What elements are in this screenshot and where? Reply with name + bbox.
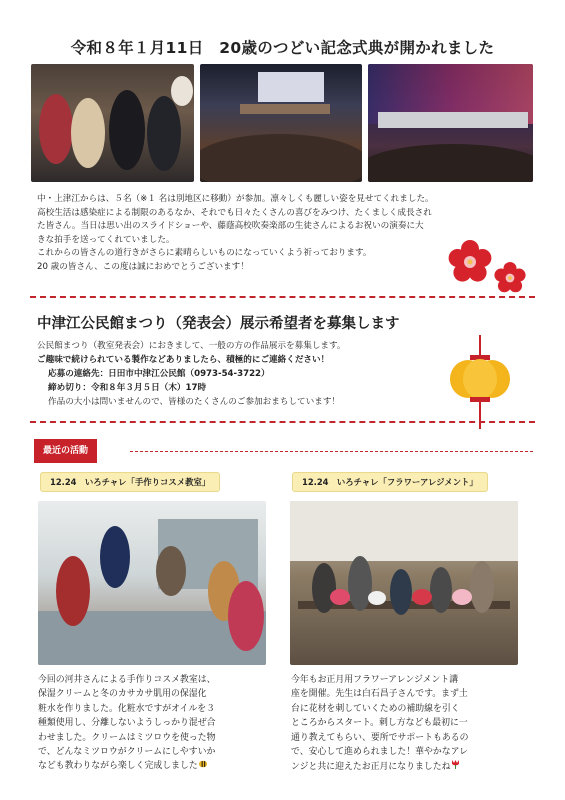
ceremony-line: 中・上津江からは、５名（※１ 名は別地区に移動）が参加。凛々しくも麗しい姿を見せてくれました。	[37, 194, 434, 204]
activity-line: なども教わりながら楽しく完成しました	[38, 761, 198, 772]
recent-activities-label: 最近の活動	[34, 439, 97, 463]
activity-line: 台に花材を刺していくための補助線を引く	[291, 703, 460, 714]
activity-line: 通り教えてもらい、要所でサポートもあるの	[291, 732, 469, 743]
festival-note: 作品の大小は問いませんので、皆様のたくさんのご参加おまちしています！	[48, 397, 341, 407]
festival-text	[37, 339, 457, 409]
activity-caption-cosmetics: 12.24 いろチャレ「手作りコスメ教室」	[40, 472, 220, 492]
flower-arrangement-text	[291, 673, 519, 775]
activity-line: 保湿クリームと冬のカサカサ肌用の保湿化	[38, 689, 207, 700]
section-divider	[30, 421, 535, 423]
ceremony-text	[37, 193, 457, 275]
bee-icon	[198, 759, 208, 773]
festival-call-to-action: ご趣味で続けられている製作などありましたら、積極的にご連絡ください！	[37, 355, 330, 365]
ceremony-line: た皆さん。当日は思い出のスライドショーや、藤蔭高校吹奏楽部の生徒さんによるお祝いの演奏に大	[37, 221, 424, 232]
activity-caption-flower: 12.24 いろチャレ「フラワーアレジメント」	[292, 472, 488, 492]
activity-line: 種類使用し、分離しないようしっかり混ぜ合	[38, 718, 216, 729]
cosmetics-class-text	[38, 673, 266, 774]
ceremony-photo-hall	[200, 64, 362, 182]
recent-divider	[130, 451, 533, 452]
festival-title: 中津江公民館まつり（発表会）展示希望者を募集します	[37, 316, 400, 332]
ceremony-line: 20 歳の皆さん、この度は誠におめでとうございます！	[37, 261, 249, 272]
cosmetics-class-photo	[38, 501, 266, 665]
activity-line: わせました。クリームはミツロウを使った物	[38, 732, 216, 743]
festival-contact: 応募の連絡先：日田市中津江公民館（0973-54-3722）	[48, 369, 270, 379]
festival-line: 公民館まつり（教室発表会）におきまして、一般の方の作品展示を募集します。	[37, 341, 346, 351]
activity-line: 座を開催。先生は白石昌子さんです。まず土	[291, 689, 468, 700]
activity-line: ンジと共に迎えたお正月になりましたね	[291, 762, 451, 773]
activity-line: ところからスタート。刺し方なども最初に一	[291, 718, 468, 729]
activity-line: 粧水を作りました。化粧水ですがオイルを３	[38, 703, 216, 714]
ceremony-line: きな拍手を送ってくれていました。	[37, 234, 175, 245]
ceremony-line: 高校生活は感染症による制限のあるなか、それでも日々たくさんの喜びをみつけ、たくましく成長され	[37, 207, 432, 218]
ceremony-photo-band	[368, 64, 533, 182]
paper-lantern-icon	[446, 335, 514, 435]
flower-arrangement-photo	[290, 501, 518, 665]
ceremony-title: 令和８年１月11日 20歳のつどい記念式典が開かれました	[70, 39, 495, 57]
activity-line: 今回の河井さんによる手作りコスメ教室は、	[38, 675, 216, 685]
tulip-icon	[451, 759, 460, 774]
activity-line: で、どんなミツロウがクリームにしやすいか	[38, 747, 216, 758]
ceremony-photo-attendees	[31, 64, 194, 182]
ceremony-line: これからの皆さんの道行きがさらに素晴らしいものになっていくよう祈っております。	[37, 248, 372, 259]
plum-blossom-icon	[448, 240, 492, 284]
festival-deadline: 締め切り：令和８年３月５日（木）17時	[48, 383, 207, 393]
activity-line: で、安心して進められました！華やかなアレ	[291, 747, 468, 758]
plum-blossom-icon	[494, 262, 526, 294]
activity-line: 今年もお正月用フラワーアレンジメント講	[291, 675, 459, 685]
section-divider	[30, 296, 535, 298]
